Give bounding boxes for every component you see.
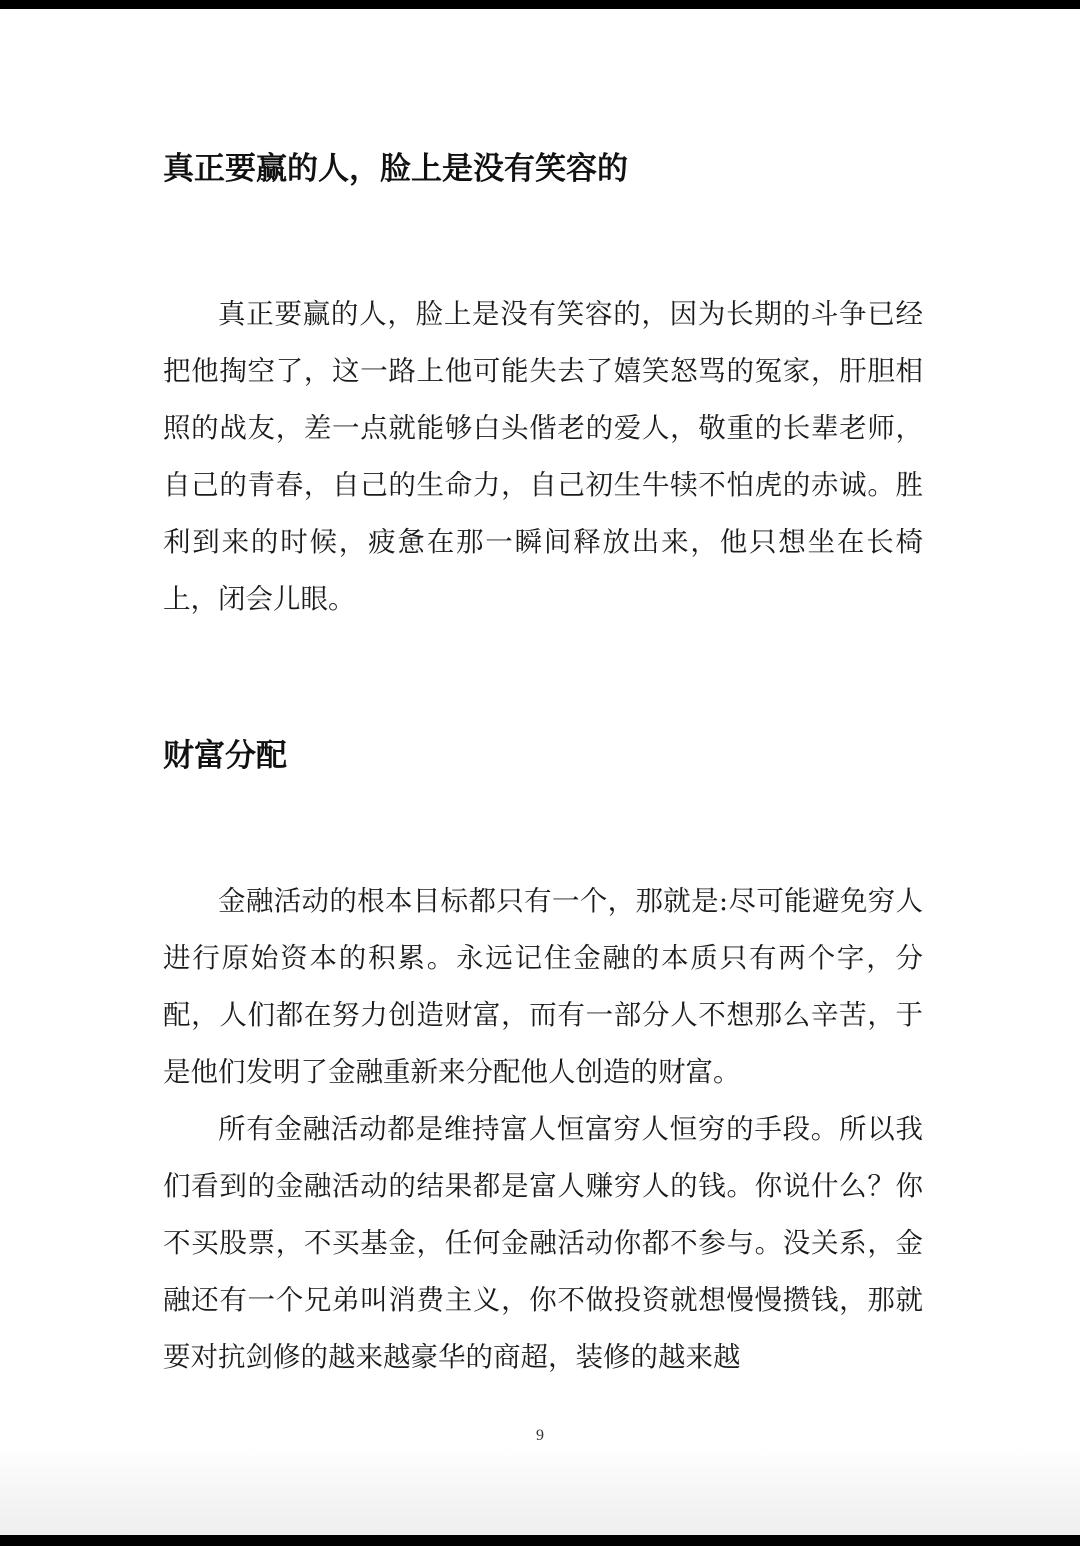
paragraph: 真正要赢的人，脸上是没有笑容的，因为长期的斗争已经把他掏空了，这一路上他可能失去了嬉笑怒骂的冤家，肝胆相照的战友，差一点就能够白头偕老的爱人，敬重的长辈老师，自己的青春，自己的生命力，自己初生牛犊不怕虎的赤诚。胜利到来的时候，疲惫在那一瞬间释放出来，他只想坐在长椅上，闭会儿眼。: [163, 298, 923, 615]
paragraph: 所有金融活动都是维持富人恒富穷人恒穷的手段。所以我们看到的金融活动的结果都是富人赚穷人的钱。你说什么？你不买股票，不买基金，任何金融活动你都不参与。没关系，金融还有一个兄弟叫消费主义，你不做投资就想慢慢攒钱，那就要对抗剑修的越来越豪华的商超，装修的越来越: [163, 1113, 923, 1373]
section-body-wealth-distribution: [163, 873, 923, 1386]
section-body-winning: [163, 286, 923, 628]
page-number: 9: [536, 1427, 544, 1444]
paragraph: 金融活动的根本目标都只有一个，那就是:尽可能避免穷人进行原始资本的积累。永远记住金融的本质只有两个字，分配，人们都在努力创造财富，而有一部分人不想那么辛苦，于是他们发明了金融重新来分配他人创造的财富。: [163, 885, 923, 1088]
section-heading-winning: 真正要赢的人，脸上是没有笑容的: [163, 151, 628, 187]
document-page: [0, 9, 1080, 1535]
section-heading-wealth-distribution: 财富分配: [163, 738, 287, 774]
